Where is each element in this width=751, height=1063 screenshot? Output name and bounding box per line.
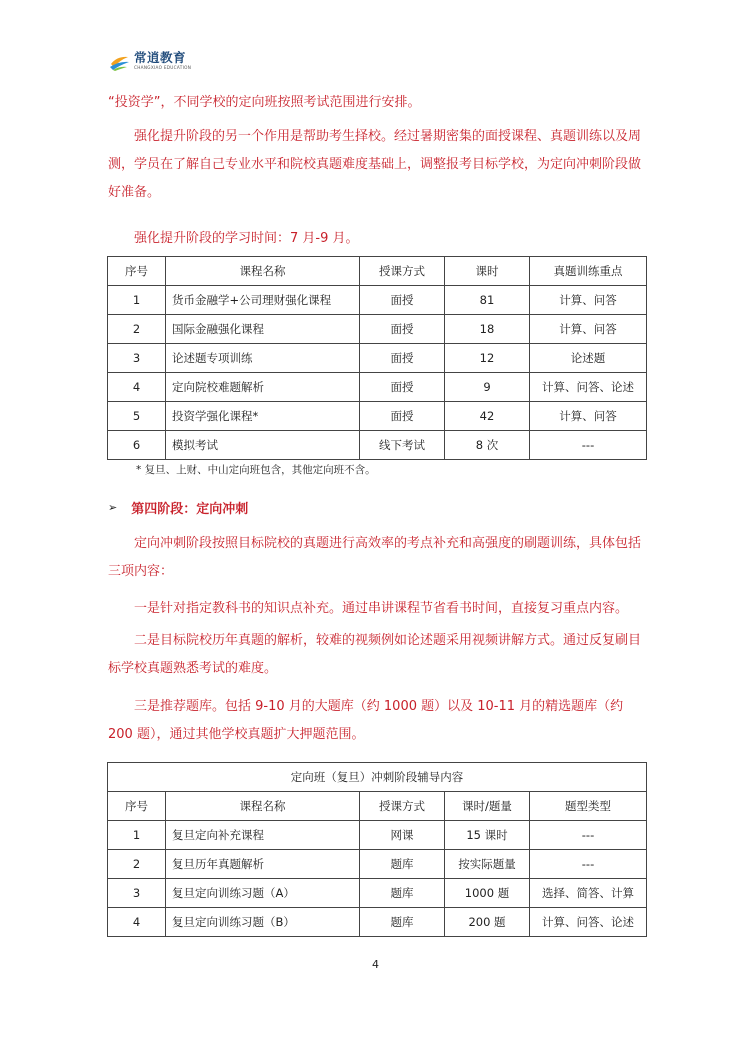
cell-course-name: 复旦定向训练习题（A） [166,879,360,908]
header-teaching-mode: 授课方式 [360,257,445,286]
cell-course-name: 论述题专项训练 [166,344,360,373]
cell-question-types: 计算、问答、论述 [530,908,647,937]
cell-course-name: 复旦历年真题解析 [166,850,360,879]
cell-hours: 9 [445,373,530,402]
sprint-course-table [107,762,647,937]
logo-mark-icon [108,50,130,72]
cell-index: 4 [108,908,166,937]
header-hours: 课时 [445,257,530,286]
header-question-types: 题型类型 [530,792,647,821]
cell-hours: 8 次 [445,431,530,460]
cell-teaching-mode: 面授 [360,373,445,402]
cell-course-name: 定向院校难题解析 [166,373,360,402]
header-course-name: 课程名称 [166,257,360,286]
table-row [108,315,647,344]
cell-teaching-mode: 题库 [360,908,445,937]
cell-teaching-mode: 面授 [360,286,445,315]
table-caption-row [108,763,647,792]
header-teaching-mode: 授课方式 [360,792,445,821]
cell-focus: 计算、问答 [530,402,647,431]
header-focus: 真题训练重点 [530,257,647,286]
cell-teaching-mode: 面授 [360,344,445,373]
table-row [108,286,647,315]
cell-focus: 计算、问答、论述 [530,373,647,402]
table-row [108,850,647,879]
cell-index: 2 [108,315,166,344]
cell-index: 5 [108,402,166,431]
cell-teaching-mode: 面授 [360,315,445,344]
paragraph-investment: “投资学”，不同学校的定向班按照考试范围进行安排。 [108,95,421,110]
cell-focus: 计算、问答 [530,315,647,344]
cell-teaching-mode: 面授 [360,402,445,431]
cell-question-types: --- [530,850,647,879]
table-caption: 定向班（复旦）冲刺阶段辅导内容 [108,763,647,792]
cell-teaching-mode: 题库 [360,850,445,879]
cell-focus: 论述题 [530,344,647,373]
cell-index: 6 [108,431,166,460]
logo-english-name: CHANGXIAO EDUCATION [134,65,192,71]
cell-hours: 42 [445,402,530,431]
cell-course-name: 复旦定向补充课程 [166,821,360,850]
table-row [108,821,647,850]
cell-index: 3 [108,879,166,908]
cell-index: 4 [108,373,166,402]
table-row [108,402,647,431]
header-index: 序号 [108,257,166,286]
section-heading-text: 第四阶段：定向冲刺 [131,502,249,517]
cell-course-name: 模拟考试 [166,431,360,460]
cell-index: 1 [108,821,166,850]
page-number: 4 [372,958,379,971]
paragraph-point-one: 一是针对指定教科书的知识点补充。通过串讲课程节省看书时间，直接复习重点内容。 [134,601,629,616]
arrow-bullet-icon: ➢ [108,501,118,514]
cell-focus: 计算、问答 [530,286,647,315]
table-footnote: * 复旦、上财、中山定向班包含，其他定向班不含。 [136,464,376,476]
cell-teaching-mode: 线下考试 [360,431,445,460]
table-header-row [108,792,647,821]
cell-course-name: 货币金融学+公司理财强化课程 [166,286,360,315]
cell-course-name: 投资学强化课程* [166,402,360,431]
cell-hours-quantity: 200 题 [445,908,530,937]
cell-hours-quantity: 1000 题 [445,879,530,908]
cell-hours: 18 [445,315,530,344]
cell-course-name: 国际金融强化课程 [166,315,360,344]
table-row [108,431,647,460]
cell-question-types: --- [530,821,647,850]
cell-index: 3 [108,344,166,373]
table-row [108,879,647,908]
paragraph-point-three: 三是推荐题库。包括 9-10 月的大题库（约 1000 题）以及 10-11 月的精选题库（约 200 题），通过其他学校真题扩大押题范围。 [108,699,624,742]
cell-index: 2 [108,850,166,879]
cell-teaching-mode: 网课 [360,821,445,850]
paragraph-study-time: 强化提升阶段的学习时间：7 月-9 月。 [134,231,359,246]
cell-teaching-mode: 题库 [360,879,445,908]
cell-focus: --- [530,431,647,460]
logo-chinese-name: 常逍教育 [134,49,187,65]
table-row [108,344,647,373]
intensive-course-table [107,256,647,460]
brand-logo [108,50,191,72]
header-course-name: 课程名称 [166,792,360,821]
cell-index: 1 [108,286,166,315]
cell-question-types: 选择、简答、计算 [530,879,647,908]
paragraph-sprint-intro: 定向冲刺阶段按照目标院校的真题进行高效率的考点补充和高强度的刷题训练，具体包括三项内容： [108,536,642,579]
header-index: 序号 [108,792,166,821]
paragraph-school-selection: 强化提升阶段的另一个作用是帮助考生择校。经过暑期密集的面授课程、真题训练以及周测，学员在了解自己专业水平和院校真题难度基础上，调整报考目标学校，为定向冲刺阶段做好准备。 [108,129,642,200]
paragraph-point-two: 二是目标院校历年真题的解析，较难的视频例如论述题采用视频讲解方式。通过反复刷目标学校真题熟悉考试的难度。 [108,633,642,676]
cell-hours-quantity: 按实际题量 [445,850,530,879]
cell-hours-quantity: 15 课时 [445,821,530,850]
table-row [108,908,647,937]
cell-course-name: 复旦定向训练习题（B） [166,908,360,937]
cell-hours: 81 [445,286,530,315]
header-hours-quantity: 课时/题量 [445,792,530,821]
table-header-row [108,257,647,286]
section-heading [108,498,248,517]
table-row [108,373,647,402]
cell-hours: 12 [445,344,530,373]
